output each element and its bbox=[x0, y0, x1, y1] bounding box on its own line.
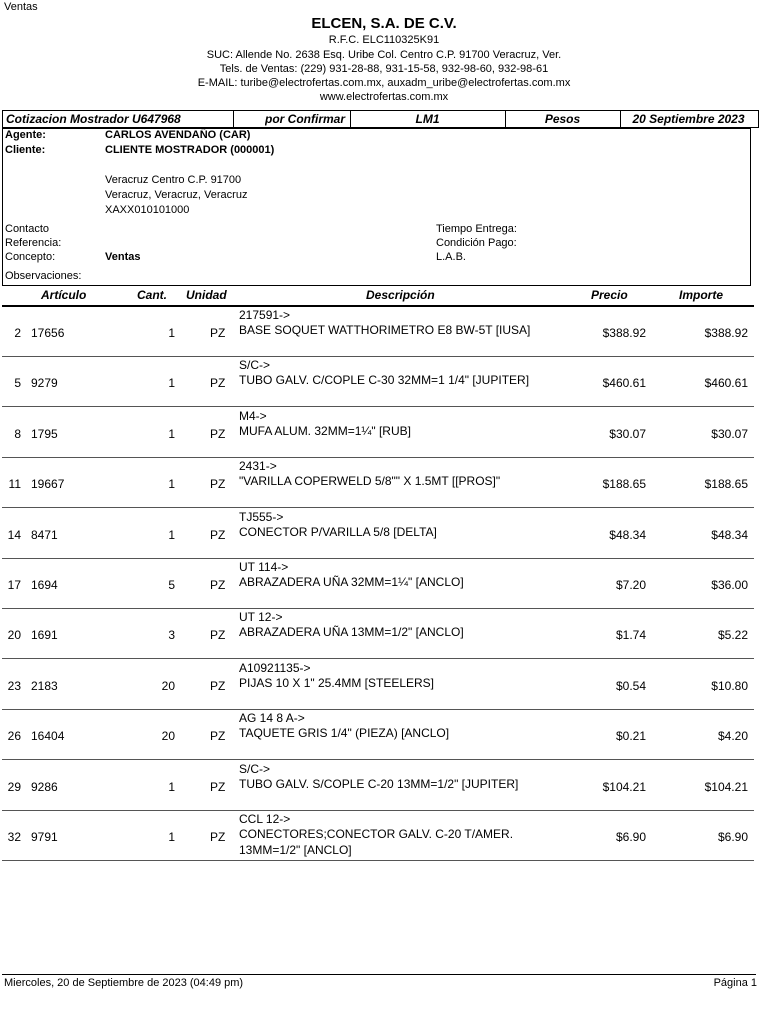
row-separator bbox=[2, 860, 754, 861]
article-code: 9279 bbox=[31, 376, 58, 390]
table-row bbox=[0, 459, 768, 510]
row-separator bbox=[2, 658, 754, 659]
client-address-line2: Veracruz, Veracruz, Veracruz bbox=[105, 189, 248, 201]
unit-price: $1.74 bbox=[615, 628, 646, 642]
table-row bbox=[0, 610, 768, 661]
article-code: 8471 bbox=[31, 528, 58, 542]
col-header-article: Artículo bbox=[41, 288, 87, 302]
row-separator bbox=[2, 759, 754, 760]
unit-price: $48.34 bbox=[609, 528, 646, 542]
concept-label: Concepto: bbox=[5, 251, 56, 263]
row-separator bbox=[2, 709, 754, 710]
quote-header-strip bbox=[2, 110, 759, 128]
quote-date: 20 Septiembre 2023 bbox=[632, 112, 745, 126]
amount: $36.00 bbox=[711, 578, 748, 592]
unit-price: $6.90 bbox=[615, 830, 646, 844]
unit-price: $104.21 bbox=[602, 780, 646, 794]
description: PIJAS 10 X 1" 25.4MM [STEELERS] bbox=[239, 676, 435, 690]
unit: PZ bbox=[210, 477, 226, 491]
description: TAQUETE GRIS 1/4" (PIEZA) [ANCLO] bbox=[239, 726, 450, 740]
table-row bbox=[0, 560, 768, 611]
article-code: 16404 bbox=[31, 729, 65, 743]
col-header-unit: Unidad bbox=[186, 288, 227, 302]
row-separator bbox=[2, 608, 754, 609]
article-code: 2183 bbox=[31, 679, 58, 693]
description: ABRAZADERA UÑA 13MM=1/2" [ANCLO] bbox=[239, 625, 464, 639]
footer-rule bbox=[2, 974, 756, 975]
table-row bbox=[0, 510, 768, 561]
quantity: 1 bbox=[168, 830, 175, 844]
amount: $10.80 bbox=[711, 679, 748, 693]
table-row bbox=[0, 711, 768, 762]
quantity: 1 bbox=[168, 528, 175, 542]
amount: $5.22 bbox=[717, 628, 748, 642]
agent-value: CARLOS AVENDAÑO (CAR) bbox=[105, 129, 251, 141]
amount: $30.07 bbox=[711, 427, 748, 441]
page-number: Página 1 bbox=[713, 977, 757, 989]
supplier-code: 217591-> bbox=[239, 308, 291, 322]
amount: $460.61 bbox=[704, 376, 748, 390]
row-separator bbox=[2, 810, 754, 811]
article-code: 9286 bbox=[31, 780, 58, 794]
client-value: CLIENTE MOSTRADOR (000001) bbox=[105, 144, 275, 156]
page-label: Ventas bbox=[4, 1, 38, 13]
supplier-code: TJ555-> bbox=[239, 510, 284, 524]
client-label: Cliente: bbox=[5, 144, 46, 156]
supplier-code: UT 12-> bbox=[239, 610, 283, 624]
description: CONECTOR P/VARILLA 5/8 [DELTA] bbox=[239, 525, 437, 539]
description: CONECTORES;CONECTOR GALV. C-20 T/AMER. bbox=[239, 827, 514, 841]
amount: $4.20 bbox=[717, 729, 748, 743]
company-rfc: R.F.C. ELC110325K91 bbox=[328, 34, 440, 46]
description-line2: 13MM=1/2" [ANCLO] bbox=[239, 843, 352, 857]
unit-price: $460.61 bbox=[602, 376, 646, 390]
currency: Pesos bbox=[544, 112, 581, 126]
quantity: 1 bbox=[168, 780, 175, 794]
col-header-qty: Cant. bbox=[137, 288, 167, 302]
payment-condition-label: Condición Pago: bbox=[436, 237, 517, 249]
supplier-code: AG 14 8 A-> bbox=[239, 711, 305, 725]
unit: PZ bbox=[210, 830, 226, 844]
table-row bbox=[0, 812, 768, 863]
price-list: LM1 bbox=[415, 112, 440, 126]
unit: PZ bbox=[210, 578, 226, 592]
table-row bbox=[0, 661, 768, 712]
description: "VARILLA COPERWELD 5/8"" X 1.5MT [[PROS]" bbox=[239, 474, 501, 488]
supplier-code: UT 114-> bbox=[239, 560, 289, 574]
unit-price: $0.54 bbox=[615, 679, 646, 693]
row-number: 11 bbox=[8, 477, 21, 491]
unit-price: $0.21 bbox=[615, 729, 646, 743]
unit-price: $30.07 bbox=[609, 427, 646, 441]
description: TUBO GALV. C/COPLE C-30 32MM=1 1/4" [JUPITER] bbox=[239, 373, 530, 387]
quantity: 20 bbox=[161, 679, 175, 693]
supplier-code: CCL 12-> bbox=[239, 812, 291, 826]
row-separator bbox=[2, 558, 754, 559]
unit: PZ bbox=[210, 780, 226, 794]
unit-price: $188.65 bbox=[602, 477, 646, 491]
supplier-code: M4-> bbox=[239, 409, 267, 423]
row-number: 26 bbox=[7, 729, 21, 743]
row-number: 32 bbox=[7, 830, 21, 844]
amount: $6.90 bbox=[717, 830, 748, 844]
supplier-code: A10921135-> bbox=[239, 661, 311, 675]
table-row bbox=[0, 308, 768, 359]
col-header-amount: Importe bbox=[679, 288, 724, 302]
article-code: 19667 bbox=[31, 477, 65, 491]
client-address-line1: Veracruz Centro C.P. 91700 bbox=[105, 174, 242, 186]
company-name: ELCEN, S.A. DE C.V. bbox=[311, 15, 457, 32]
col-header-price: Precio bbox=[591, 288, 628, 302]
description: TUBO GALV. S/COPLE C-20 13MM=1/2" [JUPITER] bbox=[239, 777, 519, 791]
quantity: 20 bbox=[161, 729, 175, 743]
article-code: 1691 bbox=[31, 628, 58, 642]
table-row bbox=[0, 358, 768, 409]
row-number: 8 bbox=[14, 427, 21, 441]
quote-number: Cotizacion Mostrador U647968 bbox=[6, 112, 181, 126]
supplier-code: S/C-> bbox=[239, 358, 271, 372]
description: BASE SOQUET WATTHORIMETRO E8 BW-5T [IUSA] bbox=[239, 323, 531, 337]
row-number: 20 bbox=[7, 628, 21, 642]
row-number: 14 bbox=[7, 528, 21, 542]
unit: PZ bbox=[210, 528, 226, 542]
table-header-rule bbox=[2, 305, 754, 307]
amount: $104.21 bbox=[704, 780, 748, 794]
row-number: 5 bbox=[14, 376, 21, 390]
row-separator bbox=[2, 356, 754, 357]
observations-label: Observaciones: bbox=[5, 270, 82, 282]
row-separator bbox=[2, 406, 754, 407]
quantity: 1 bbox=[168, 427, 175, 441]
unit-price: $7.20 bbox=[615, 578, 646, 592]
col-header-description: Descripción bbox=[366, 288, 435, 302]
row-separator bbox=[2, 457, 754, 458]
quantity: 1 bbox=[168, 326, 175, 340]
table-row bbox=[0, 762, 768, 813]
company-address: SUC: Allende No. 2638 Esq. Uribe Col. Centro C.P. 91700 Veracruz, Ver. bbox=[206, 49, 562, 61]
amount: $388.92 bbox=[704, 326, 748, 340]
unit: PZ bbox=[210, 628, 226, 642]
supplier-code: S/C-> bbox=[239, 762, 271, 776]
company-email: E-MAIL: turibe@electrofertas.com.mx, auxadm_uribe@electrofertas.com.mx bbox=[197, 77, 571, 89]
company-web: www.electrofertas.com.mx bbox=[319, 91, 449, 103]
unit: PZ bbox=[210, 427, 226, 441]
quantity: 3 bbox=[168, 628, 175, 642]
row-number: 29 bbox=[7, 780, 21, 794]
description: ABRAZADERA UÑA 32MM=1¼" [ANCLO] bbox=[239, 575, 464, 589]
row-separator bbox=[2, 507, 754, 508]
amount: $48.34 bbox=[711, 528, 748, 542]
table-row bbox=[0, 409, 768, 460]
unit: PZ bbox=[210, 376, 226, 390]
client-rfc: XAXX010101000 bbox=[105, 204, 190, 216]
unit: PZ bbox=[210, 729, 226, 743]
agent-label: Agente: bbox=[5, 129, 46, 141]
amount: $188.65 bbox=[704, 477, 748, 491]
unit: PZ bbox=[210, 326, 226, 340]
article-code: 17656 bbox=[31, 326, 65, 340]
quote-status: por Confirmar bbox=[265, 112, 346, 126]
row-number: 2 bbox=[14, 326, 21, 340]
article-code: 1694 bbox=[31, 578, 58, 592]
quantity: 1 bbox=[168, 477, 175, 491]
quantity: 1 bbox=[168, 376, 175, 390]
description: MUFA ALUM. 32MM=1¼" [RUB] bbox=[239, 424, 411, 438]
reference-label: Referencia: bbox=[5, 237, 62, 249]
row-number: 23 bbox=[7, 679, 21, 693]
supplier-code: 2431-> bbox=[239, 459, 277, 473]
delivery-time-label: Tiempo Entrega: bbox=[436, 223, 517, 235]
quantity: 5 bbox=[168, 578, 175, 592]
row-number: 17 bbox=[7, 578, 21, 592]
company-phones: Tels. de Ventas: (229) 931-28-88, 931-15-58, 932-98-60, 932-98-61 bbox=[219, 63, 549, 75]
lab-label: L.A.B. bbox=[436, 251, 466, 263]
unit-price: $388.92 bbox=[602, 326, 646, 340]
article-code: 9791 bbox=[31, 830, 58, 844]
concept-value: Ventas bbox=[105, 251, 141, 263]
print-datetime: Miercoles, 20 de Septiembre de 2023 (04:49 pm) bbox=[4, 977, 244, 989]
contact-label: Contacto bbox=[5, 223, 50, 235]
unit: PZ bbox=[210, 679, 226, 693]
article-code: 1795 bbox=[31, 427, 58, 441]
